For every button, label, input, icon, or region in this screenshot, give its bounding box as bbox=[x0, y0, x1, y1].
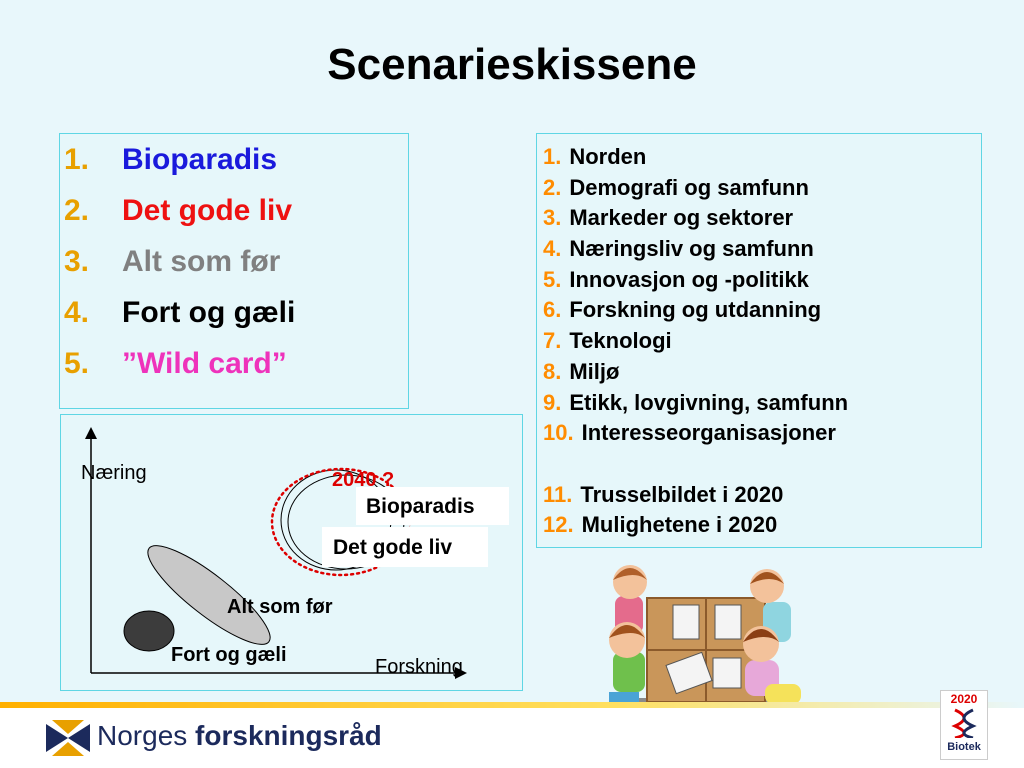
wild-card-label: 2040 ? bbox=[332, 469, 395, 491]
dna-helix-icon bbox=[949, 708, 979, 738]
badge-name: Biotek bbox=[947, 741, 981, 753]
org-logo-text: Norges forskningsråd bbox=[97, 720, 382, 751]
topic-item: 5. Innovasjon og -politikk bbox=[543, 266, 809, 292]
topic-item: 2. Demografi og samfunn bbox=[543, 174, 809, 200]
biotek-2020-badge bbox=[940, 690, 988, 760]
topic-item: 1. Norden bbox=[543, 144, 647, 169]
topic-item: 6. Forskning og utdanning bbox=[543, 297, 822, 323]
scenario-diagram bbox=[60, 414, 523, 691]
scenario-item: 1. Bioparadis bbox=[64, 143, 278, 176]
scenario-label: Fort og gæli bbox=[122, 296, 296, 329]
scenario-label: Det gode liv bbox=[122, 194, 293, 227]
topic-item: 9. Etikk, lovgivning, samfunn bbox=[543, 389, 849, 415]
scenario-list bbox=[64, 138, 295, 393]
y-axis-label: Næring bbox=[81, 462, 147, 484]
fort-og-gaeli-blob bbox=[124, 611, 174, 651]
scenario-item: 3. Alt som før bbox=[64, 245, 281, 278]
scenario-label: ”Wild card” bbox=[122, 347, 287, 380]
scenario-label: Bioparadis bbox=[122, 143, 278, 176]
diagram-canvas bbox=[61, 415, 522, 690]
det-gode-liv-label: Det gode liv bbox=[333, 536, 453, 559]
topic-item: 7. Teknologi bbox=[543, 328, 672, 354]
bioparadis-label: Bioparadis bbox=[366, 495, 475, 518]
topic-item: 4. Næringsliv og samfunn bbox=[543, 236, 814, 262]
topic-item: 10. Interesseorganisasjoner bbox=[543, 420, 836, 446]
footer bbox=[0, 708, 1024, 768]
topic-list-box bbox=[536, 133, 982, 548]
scenario-label: Alt som før bbox=[122, 245, 281, 278]
slide-title: Scenarieskissene bbox=[327, 40, 697, 89]
topic-item: 3. Markeder og sektorer bbox=[543, 205, 794, 231]
norges-forskningsrad-logo-icon bbox=[46, 720, 90, 756]
badge-year: 2020 bbox=[950, 692, 978, 706]
alt-som-for-label: Alt som før bbox=[227, 596, 333, 618]
topic-item: 12. Mulighetene i 2020 bbox=[543, 512, 778, 538]
topic-list bbox=[543, 142, 848, 541]
topic-item: 11. Trusselbildet i 2020 bbox=[543, 481, 784, 507]
x-axis-label: Forskning bbox=[375, 656, 463, 678]
fort-og-gaeli-label: Fort og gæli bbox=[171, 644, 287, 666]
topic-item: 8. Miljø bbox=[543, 358, 620, 384]
scenario-list-box bbox=[59, 133, 409, 409]
scenario-item: 4. Fort og gæli bbox=[64, 296, 296, 329]
scenario-item: 5. ”Wild card” bbox=[64, 347, 287, 380]
scenario-item: 2. Det gode liv bbox=[64, 194, 293, 227]
